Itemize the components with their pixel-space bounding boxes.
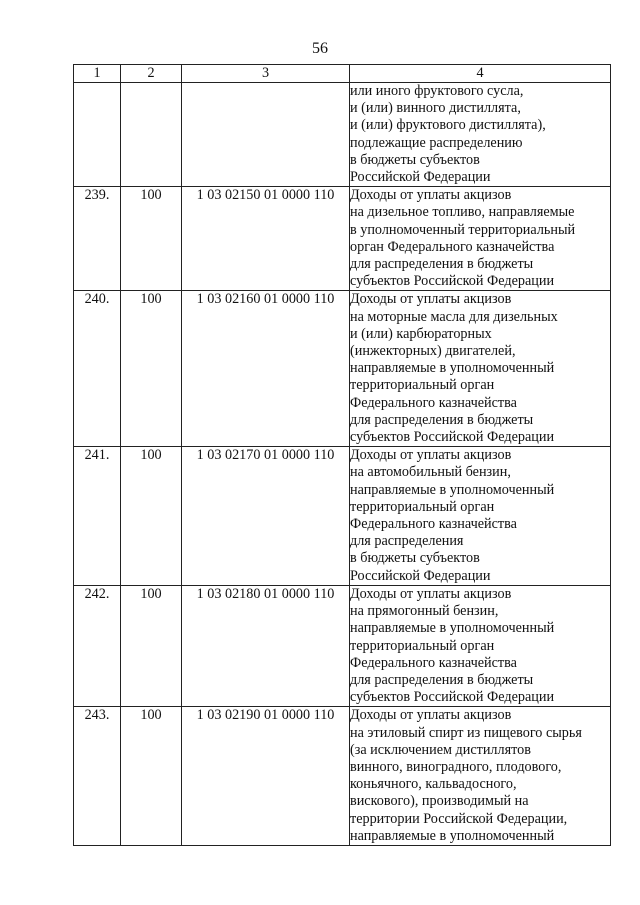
budget-classification-code-cell: 1 03 02150 01 0000 110	[182, 187, 350, 291]
description-line: направляемые в уполномоченный	[350, 827, 555, 844]
budget-classification-code-cell: 1 03 02160 01 0000 110	[182, 291, 350, 447]
row-number-cell: 239.	[74, 187, 121, 291]
description-line: Доходы от уплаты акцизов	[350, 187, 512, 204]
administrator-code-cell	[121, 83, 182, 187]
description-line: Российской Федерации	[350, 567, 491, 584]
administrator-code-cell: 100	[121, 187, 182, 291]
administrator-code-cell: 100	[121, 585, 182, 706]
administrator-code-cell: 100	[121, 291, 182, 447]
budget-classification-code-cell: 1 03 02190 01 0000 110	[182, 707, 350, 846]
table-row	[74, 585, 611, 706]
description-line: в бюджеты субъектов	[350, 151, 480, 168]
description-line: субъектов Российской Федерации	[350, 273, 555, 290]
description-line: и (или) фруктового дистиллята),	[350, 117, 546, 134]
description-line: на моторные масла для дизельных	[350, 308, 558, 325]
description-line: направляемые в уполномоченный	[350, 620, 555, 637]
page-number: 56	[312, 40, 328, 57]
description-line: территориальный орган	[350, 498, 495, 515]
description-line: Доходы от уплаты акцизов	[350, 447, 512, 464]
description-line: и (или) карбюраторных	[350, 325, 492, 342]
description-line: на автомобильный бензин,	[350, 464, 511, 481]
description-line: Доходы от уплаты акцизов	[350, 585, 512, 602]
description-line: орган Федерального казначейства	[350, 238, 555, 255]
description-line: на прямогонный бензин,	[350, 603, 499, 620]
row-number-cell: 243.	[74, 707, 121, 846]
income-description-cell	[350, 707, 611, 846]
table-row	[74, 83, 611, 187]
administrator-code-cell: 100	[121, 707, 182, 846]
row-number-cell: 242.	[74, 585, 121, 706]
header-col-2: 2	[121, 65, 182, 83]
table-header-row	[74, 65, 611, 83]
table-row	[74, 187, 611, 291]
header-col-4: 4	[350, 65, 611, 83]
budget-classification-code-cell	[182, 83, 350, 187]
description-line: субъектов Российской Федерации	[350, 689, 555, 706]
description-line: направляемые в уполномоченный	[350, 360, 555, 377]
description-line: и (или) винного дистиллята,	[350, 100, 521, 117]
header-col-3: 3	[182, 65, 350, 83]
table-row	[74, 707, 611, 846]
description-line: Федерального казначейства	[350, 654, 517, 671]
description-line: винного, виноградного, плодового,	[350, 758, 562, 775]
description-line: вискового), производимый на	[350, 793, 529, 810]
description-line: для распределения в бюджеты	[350, 671, 534, 688]
description-line: Российской Федерации	[350, 169, 491, 186]
description-line: территориальный орган	[350, 637, 495, 654]
description-line: для распределения	[350, 533, 464, 550]
income-description-cell	[350, 83, 611, 187]
description-line: для распределения в бюджеты	[350, 411, 534, 428]
income-description-cell	[350, 187, 611, 291]
table-row	[74, 291, 611, 447]
income-description-cell	[350, 585, 611, 706]
description-line: Федерального казначейства	[350, 516, 517, 533]
administrator-code-cell: 100	[121, 447, 182, 586]
description-line: Федерального казначейства	[350, 394, 517, 411]
row-number-cell	[74, 83, 121, 187]
description-line: территории Российской Федерации,	[350, 810, 568, 827]
description-line: коньячного, кальвадосного,	[350, 776, 517, 793]
description-line: территориальный орган	[350, 377, 495, 394]
row-number-cell: 240.	[74, 291, 121, 447]
budget-classification-code-cell: 1 03 02170 01 0000 110	[182, 447, 350, 586]
description-line: на этиловый спирт из пищевого сырья	[350, 724, 582, 741]
income-description-cell	[350, 447, 611, 586]
description-line: для распределения в бюджеты	[350, 256, 534, 273]
table-body	[74, 83, 611, 846]
description-line: (за исключением дистиллятов	[350, 741, 531, 758]
description-line: направляемые в уполномоченный	[350, 481, 555, 498]
header-col-1: 1	[74, 65, 121, 83]
budget-codes-table	[73, 64, 611, 846]
budget-classification-code-cell: 1 03 02180 01 0000 110	[182, 585, 350, 706]
description-line: в уполномоченный территориальный	[350, 221, 576, 238]
description-line: подлежащие распределению	[350, 134, 523, 151]
description-line: в бюджеты субъектов	[350, 550, 480, 567]
table-row	[74, 447, 611, 586]
description-line: (инжекторных) двигателей,	[350, 343, 516, 360]
description-line: субъектов Российской Федерации	[350, 429, 555, 446]
description-line: или иного фруктового сусла,	[350, 83, 524, 99]
description-line: Доходы от уплаты акцизов	[350, 291, 512, 308]
description-line: Доходы от уплаты акцизов	[350, 707, 512, 724]
row-number-cell: 241.	[74, 447, 121, 586]
description-line: на дизельное топливо, направляемые	[350, 204, 575, 221]
income-description-cell	[350, 291, 611, 447]
